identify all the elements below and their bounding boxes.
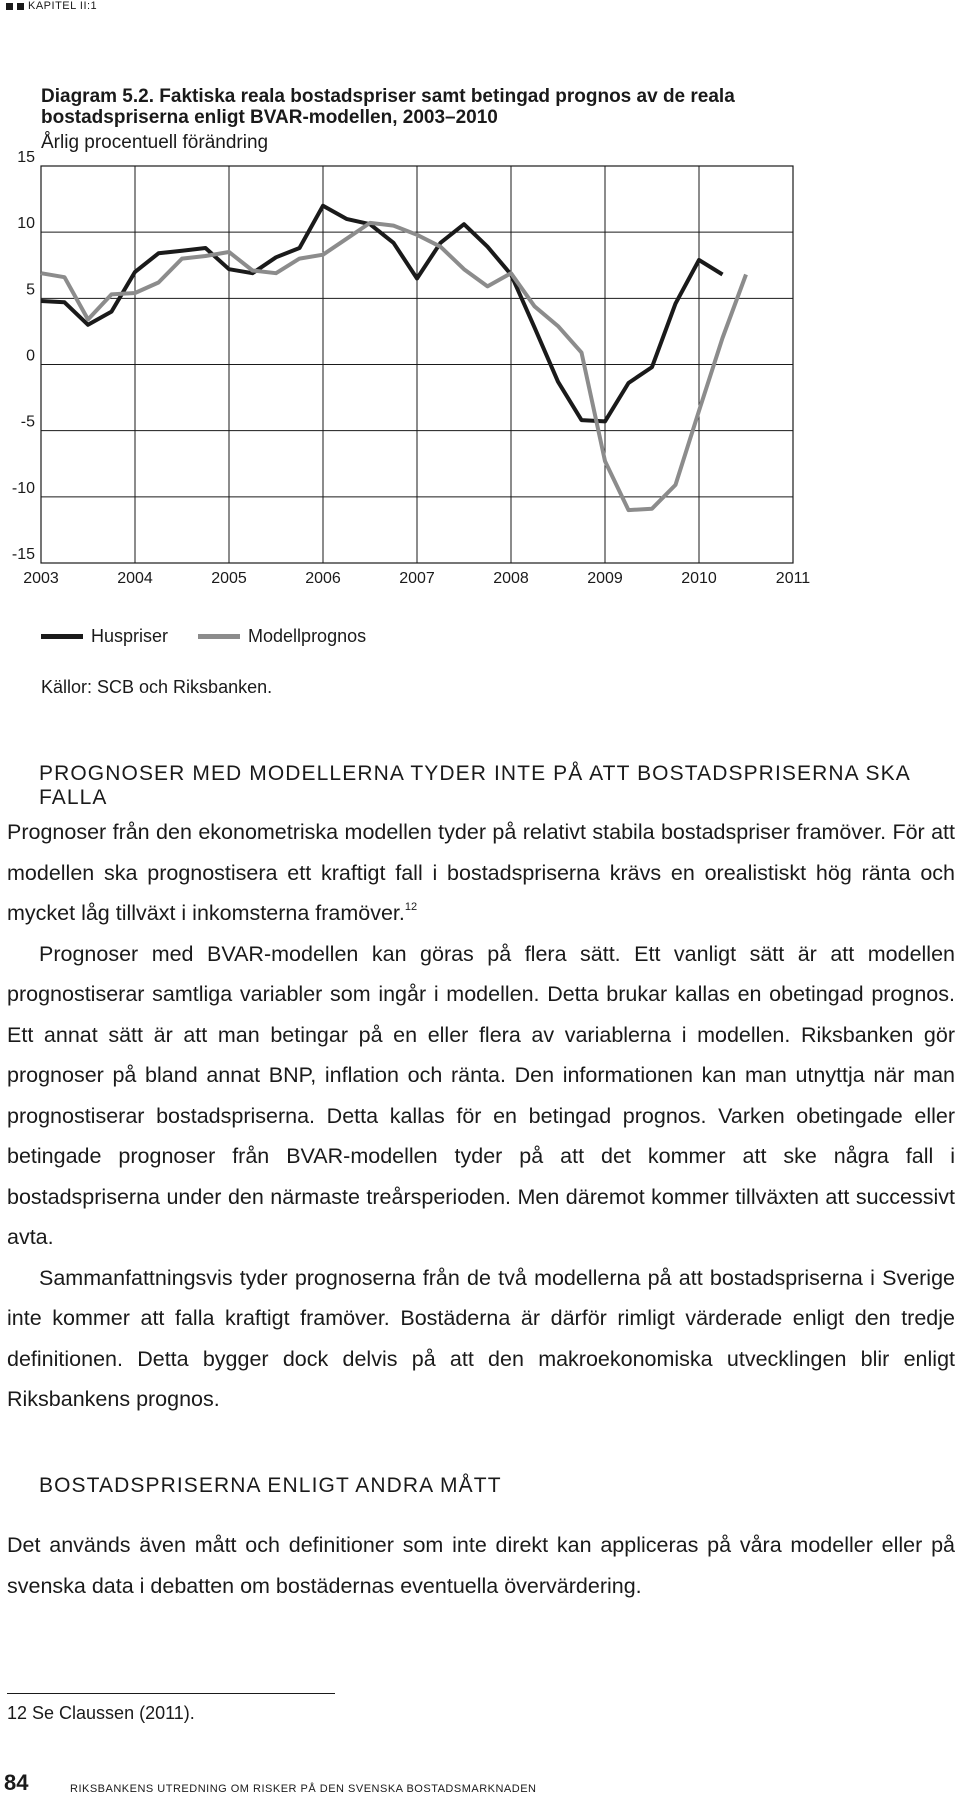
chart-legend <box>41 626 396 647</box>
section-body <box>7 1525 955 1606</box>
legend-label-huspriser: Huspriser <box>91 626 169 646</box>
y-tick-label: -10 <box>11 479 35 497</box>
running-head <box>6 0 97 12</box>
x-tick-label: 2007 <box>399 570 435 587</box>
series-line-modellprognos <box>41 223 746 510</box>
running-head-text: KAPITEL II:1 <box>28 0 98 12</box>
square-marker-icon <box>6 3 13 10</box>
paragraph-text: Prognoser från den ekonometriska modellen tyder på relativt stabila bostadspriser framöver. För att modellen ska prognostisera ett kraftigt fall i bostadspriserna krävs en orealistiskt hög ränta och mycket låg tillväxt i inkomsterna framöver. <box>7 820 955 925</box>
x-tick-label: 2005 <box>211 570 247 587</box>
square-marker-icon <box>17 3 24 10</box>
x-tick-label: 2006 <box>305 570 341 587</box>
x-tick-label: 2008 <box>493 570 529 587</box>
legend-label-modellprognos: Modellprognos <box>248 626 367 646</box>
y-tick-label: 15 <box>17 150 35 166</box>
legend-swatch-huspriser <box>41 634 83 639</box>
y-tick-label: -5 <box>20 413 35 431</box>
legend-item-huspriser <box>41 626 168 647</box>
paragraph: Sammanfattningsvis tyder prognoserna från de två modellerna på att bostadspriserna i Sverige inte kommer att falla kraftigt framöver. Bostäderna är därför rimligt värderade enligt den tredje definitionen. Detta bygger dock delvis på att den makroekonomiska utvecklingen blir enligt Riksbankens prognos. <box>7 1265 955 1411</box>
paragraph: Prognoser med BVAR-modellen kan göras på flera sätt. Ett vanligt sätt är att modellen prognostiserar samtliga variabler som ingår i modellen. Detta brukar kallas en obetingad prognos. Ett annat sätt är att man betingar på en eller flera av variablerna i modellen. Riksbanken gör prognoser på bland annat BNP, inflation och ränta. Den informationen kan man utnyttja när man prognostiserar bostadspriserna. Detta kallas för en betingad prognos. Varken obetingade eller betingade prognoser från BVAR-modellen tyder på att det kommer att ske några fall i bostadspriserna under den närmaste treårsperioden. Men däremot kommer tillväxten att successivt avta. <box>7 941 955 1249</box>
figure-title: Diagram 5.2. Faktiska reala bostadspriser samt betingad prognos av de reala bostadspriserna enligt BVAR-modellen, 2003–2010 <box>41 86 735 128</box>
x-tick-label: 2003 <box>23 570 59 587</box>
paragraph <box>7 812 955 934</box>
section-body <box>7 812 955 1420</box>
line-chart <box>0 150 960 600</box>
paragraph: Det används även mått och definitioner som inte direkt kan appliceras på våra modeller eller på svenska data i debatten om bostädernas eventuella övervärdering. <box>7 1533 955 1598</box>
y-tick-label: 10 <box>17 215 35 233</box>
y-tick-label: 0 <box>26 347 35 365</box>
x-tick-label: 2009 <box>587 570 623 587</box>
series-line-huspriser <box>41 206 723 422</box>
section-heading: BOSTADSPRISERNA ENLIGT ANDRA MÅTT <box>39 1474 502 1497</box>
x-tick-label: 2010 <box>681 570 717 587</box>
legend-swatch-modellprognos <box>198 634 240 639</box>
x-tick-label: 2004 <box>117 570 153 587</box>
figure-sources: Källor: SCB och Riksbanken. <box>41 677 273 697</box>
x-tick-label: 2011 <box>775 570 811 587</box>
footnote: 12 Se Claussen (2011). <box>7 1703 195 1723</box>
section-heading: PROGNOSER MED MODELLERNA TYDER INTE PÅ ATT BOSTADSPRISERNA SKA FALLA <box>39 762 910 809</box>
y-tick-label: -15 <box>11 546 35 563</box>
running-foot: RIKSBANKENS UTREDNING OM RISKER PÅ DEN SVENSKA BOSTADSMARKNADEN <box>70 1783 537 1795</box>
figure-subtitle: Årlig procentuell förändring <box>41 132 269 153</box>
y-tick-label: 5 <box>26 281 35 299</box>
legend-item-modellprognos <box>198 626 366 647</box>
page-number: 84 <box>4 1770 29 1795</box>
footnote-divider <box>7 1693 335 1694</box>
footnote-ref[interactable]: 12 <box>404 900 418 913</box>
